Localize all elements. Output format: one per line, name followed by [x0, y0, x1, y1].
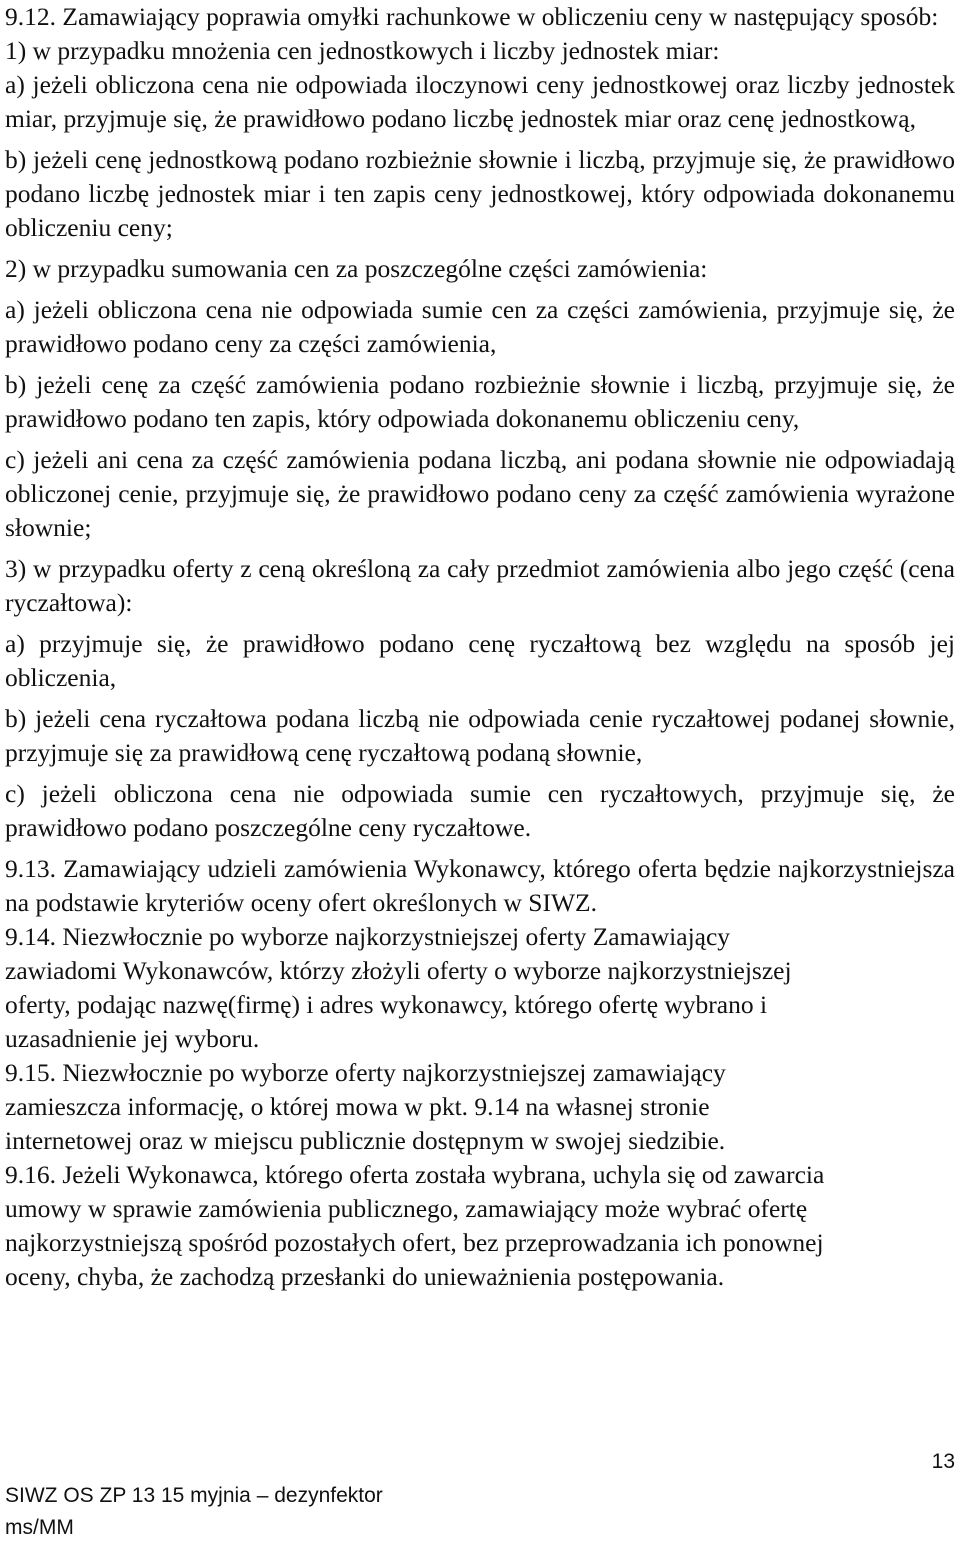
footer-document-id: SIWZ OS ZP 13 15 myjnia – dezynfektor — [5, 1484, 383, 1507]
paragraph-9-14 — [5, 920, 955, 1056]
page-number: 13 — [931, 1450, 955, 1473]
paragraph-9-15 — [5, 1056, 955, 1158]
paragraph-9-14-line: oferty, podając nazwę(firmę) i adres wykonawcy, którego ofertę wybrano i — [5, 990, 768, 1019]
paragraph-2c: c) jeżeli ani cena za część zamówienia podana liczbą, ani podana słownie nie odpowiadają obliczonej cenie, przyjmuje się, że prawidłowo podano ceny za część zamówienia wyrażone słownie; — [5, 445, 955, 542]
paragraph-9-16-line: 9.16. Jeżeli Wykonawca, którego oferta została wybrana, uchyla się od zawarcia — [5, 1160, 825, 1189]
paragraph-1a: a) jeżeli obliczona cena nie odpowiada iloczynowi ceny jednostkowej oraz liczby jednostek miar, przyjmuje się, że prawidłowo podano liczbę jednostek miar oraz cenę jednostkową, — [5, 70, 955, 133]
paragraph-3-lump-sum: 3) w przypadku oferty z ceną określoną za cały przedmiot zamówienia albo jego część (cena ryczałtowa): — [5, 554, 955, 617]
document-body — [5, 0, 955, 1294]
paragraph-9-15-line: 9.15. Niezwłocznie po wyborze oferty najkorzystniejszej zamawiający — [5, 1058, 726, 1087]
paragraph-9-16-line: najkorzystniejszą spośród pozostałych ofert, bez przeprowadzania ich ponownej — [5, 1228, 824, 1257]
paragraph-2-summation: 2) w przypadku sumowania cen za poszczególne części zamówienia: — [5, 254, 708, 283]
paragraph-2b: b) jeżeli cenę za część zamówienia podano rozbieżnie słownie i liczbą, przyjmuje się, że prawidłowo podano ten zapis, który odpowiada dokonanemu obliczeniu ceny, — [5, 370, 955, 433]
paragraph-9-14-line: uzasadnienie jej wyboru. — [5, 1024, 260, 1053]
paragraph-1b: b) jeżeli cenę jednostkową podano rozbieżnie słownie i liczbą, przyjmuje się, że prawidłowo podano liczbę jednostek miar i ten zapis ceny jednostkowej, który odpowiada dokonanemu obliczeniu ceny; — [5, 145, 955, 242]
paragraph-3a: a) przyjmuje się, że prawidłowo podano cenę ryczałtową bez względu na sposób jej obliczenia, — [5, 629, 955, 692]
footer-author-initials: ms/MM — [5, 1516, 74, 1539]
paragraph-9-16-line: umowy w sprawie zamówienia publicznego, zamawiający może wybrać ofertę — [5, 1194, 808, 1223]
paragraph-9-15-line: internetowej oraz w miejscu publicznie dostępnym w swojej siedzibie. — [5, 1126, 726, 1155]
paragraph-9-12: 9.12. Zamawiający poprawia omyłki rachunkowe w obliczeniu ceny w następujący sposób: — [5, 2, 939, 31]
paragraph-9-16 — [5, 1158, 955, 1294]
paragraph-9-13: 9.13. Zamawiający udzieli zamówienia Wykonawcy, którego oferta będzie najkorzystniejsza na podstawie kryteriów oceny ofert określonych w SIWZ. — [5, 854, 955, 917]
paragraph-9-16-line: oceny, chyba, że zachodzą przesłanki do unieważnienia postępowania. — [5, 1262, 725, 1291]
paragraph-2a: a) jeżeli obliczona cena nie odpowiada sumie cen za części zamówienia, przyjmuje się, że prawidłowo podano ceny za części zamówienia, — [5, 295, 955, 358]
paragraph-3b: b) jeżeli cena ryczałtowa podana liczbą nie odpowiada cenie ryczałtowej podanej słownie, przyjmuje się za prawidłową cenę ryczałtową podaną słownie, — [5, 704, 955, 767]
paragraph-3c: c) jeżeli obliczona cena nie odpowiada sumie cen ryczałtowych, przyjmuje się, że prawidłowo podano poszczególne ceny ryczałtowe. — [5, 779, 955, 842]
paragraph-9-14-line: 9.14. Niezwłocznie po wyborze najkorzystniejszej oferty Zamawiający — [5, 922, 731, 951]
paragraph-1-multiplication: 1) w przypadku mnożenia cen jednostkowych i liczby jednostek miar: — [5, 36, 720, 65]
paragraph-9-14-line: zawiadomi Wykonawców, którzy złożyli oferty o wyborze najkorzystniejszej — [5, 956, 792, 985]
footer — [5, 1480, 383, 1544]
paragraph-9-15-line: zamieszcza informację, o której mowa w pkt. 9.14 na własnej stronie — [5, 1092, 710, 1121]
